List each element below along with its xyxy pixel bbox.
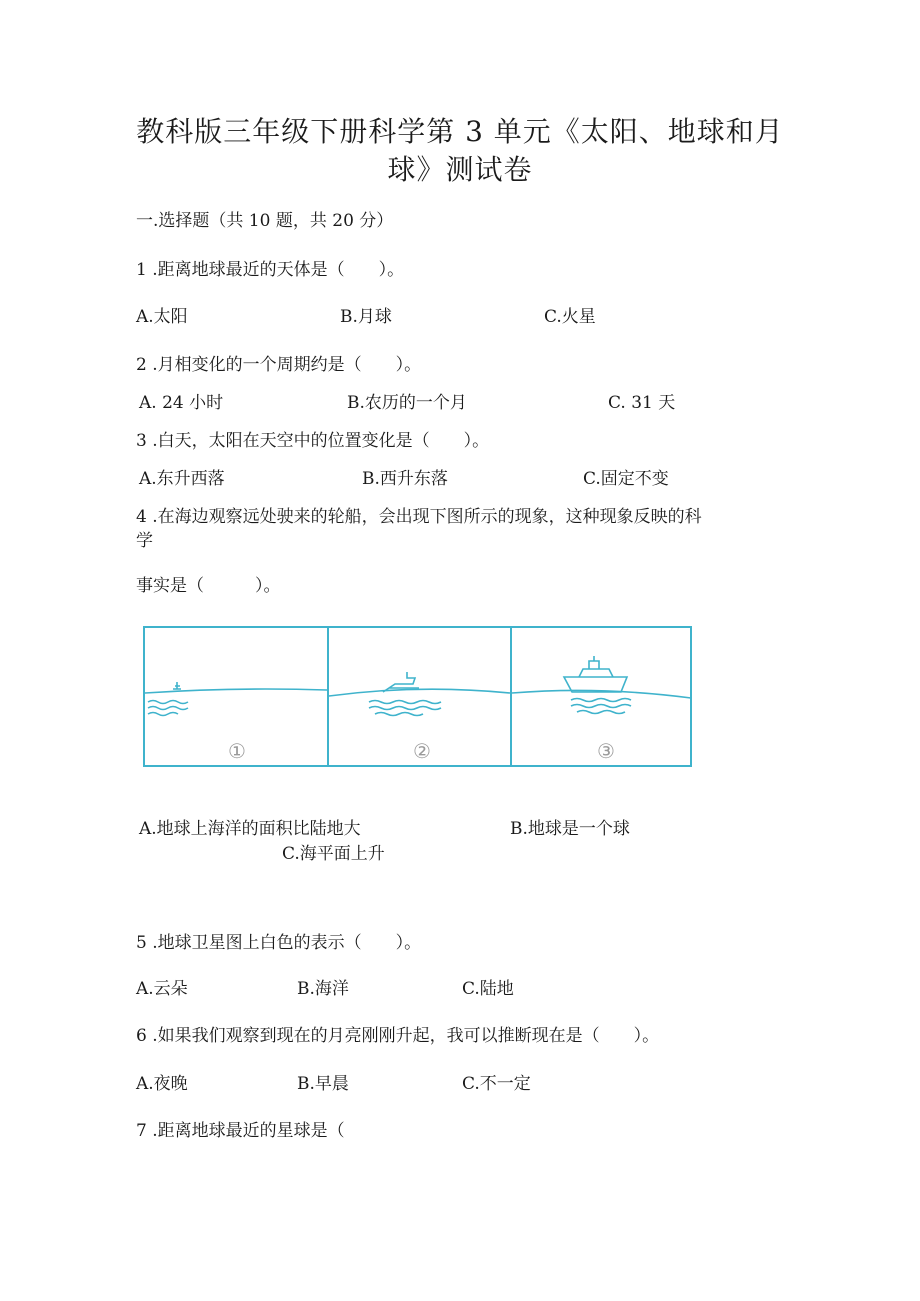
sea-horizon-2 — [329, 689, 510, 696]
wave-3a — [571, 699, 631, 702]
q4-option-a: A.地球上海洋的面积比陆地大 — [139, 819, 361, 839]
panel-label-3: ③ — [597, 739, 615, 763]
q2-option-a: A. 24 小时 — [139, 393, 224, 413]
wave-1c — [148, 713, 178, 716]
q5-option-a: A.云朵 — [136, 979, 188, 999]
wave-1b — [148, 707, 188, 710]
panel-2 — [329, 672, 510, 716]
question-4-line2: 事实是（ ）。 — [136, 576, 281, 596]
question-6: 6 .如果我们观察到现在的月亮刚刚升起，我可以推断现在是（ ）。 — [136, 1026, 660, 1046]
panel-label-1: ① — [228, 739, 246, 763]
q3-option-a: A.东升西落 — [139, 469, 225, 489]
sea-horizon-1 — [145, 689, 327, 693]
question-5: 5 .地球卫星图上白色的表示（ ）。 — [136, 933, 422, 953]
ship-mast-1 — [173, 682, 181, 689]
question-4: 4 .在海边观察远处驶来的轮船，会出现下图所示的现象，这种现象反映的科 — [136, 507, 702, 527]
question-1: 1 .距离地球最近的天体是（ ）。 — [136, 260, 405, 280]
wave-2c — [375, 713, 423, 716]
wave-2b — [369, 707, 441, 710]
q5-option-b: B.海洋 — [297, 979, 349, 999]
q6-option-c: C.不一定 — [462, 1074, 531, 1094]
q1-option-b: B.月球 — [340, 307, 392, 327]
wave-3c — [577, 711, 625, 714]
ship-horizon-figure — [143, 626, 692, 767]
page-title-cont: 球》测试卷 — [387, 153, 533, 186]
q5-option-c: C.陆地 — [462, 979, 514, 999]
question-7: 7 .距离地球最近的星球是（ — [136, 1121, 345, 1141]
panel-3 — [512, 656, 691, 714]
question-3: 3 .白天，太阳在天空中的位置变化是（ ）。 — [136, 431, 490, 451]
q6-option-b: B.早晨 — [297, 1074, 349, 1094]
q2-option-b: B.农历的一个月 — [347, 393, 467, 413]
q4-option-b: B.地球是一个球 — [510, 819, 630, 839]
wave-1a — [148, 701, 188, 704]
q3-option-b: B.西升东落 — [362, 469, 448, 489]
q2-option-c: C. 31 天 — [608, 393, 676, 413]
wave-2a — [369, 701, 441, 704]
section-heading: 一.选择题（共 10 题，共 20 分） — [136, 211, 394, 231]
q4-option-c: C.海平面上升 — [282, 844, 385, 864]
q6-option-a: A.夜晚 — [136, 1074, 188, 1094]
panel-label-2: ② — [413, 739, 431, 763]
q1-option-a: A.太阳 — [136, 307, 188, 327]
q3-option-c: C.固定不变 — [583, 469, 669, 489]
wave-3b — [571, 705, 631, 708]
q1-option-c: C.火星 — [544, 307, 596, 327]
ship-cabin-3 — [579, 656, 613, 677]
question-4-wrap: 学 — [136, 531, 153, 551]
panel-1 — [145, 682, 327, 716]
question-2: 2 .月相变化的一个周期约是（ ）。 — [136, 355, 422, 375]
page-title: 教科版三年级下册科学第 3 单元《太阳、地球和月 — [136, 115, 784, 148]
